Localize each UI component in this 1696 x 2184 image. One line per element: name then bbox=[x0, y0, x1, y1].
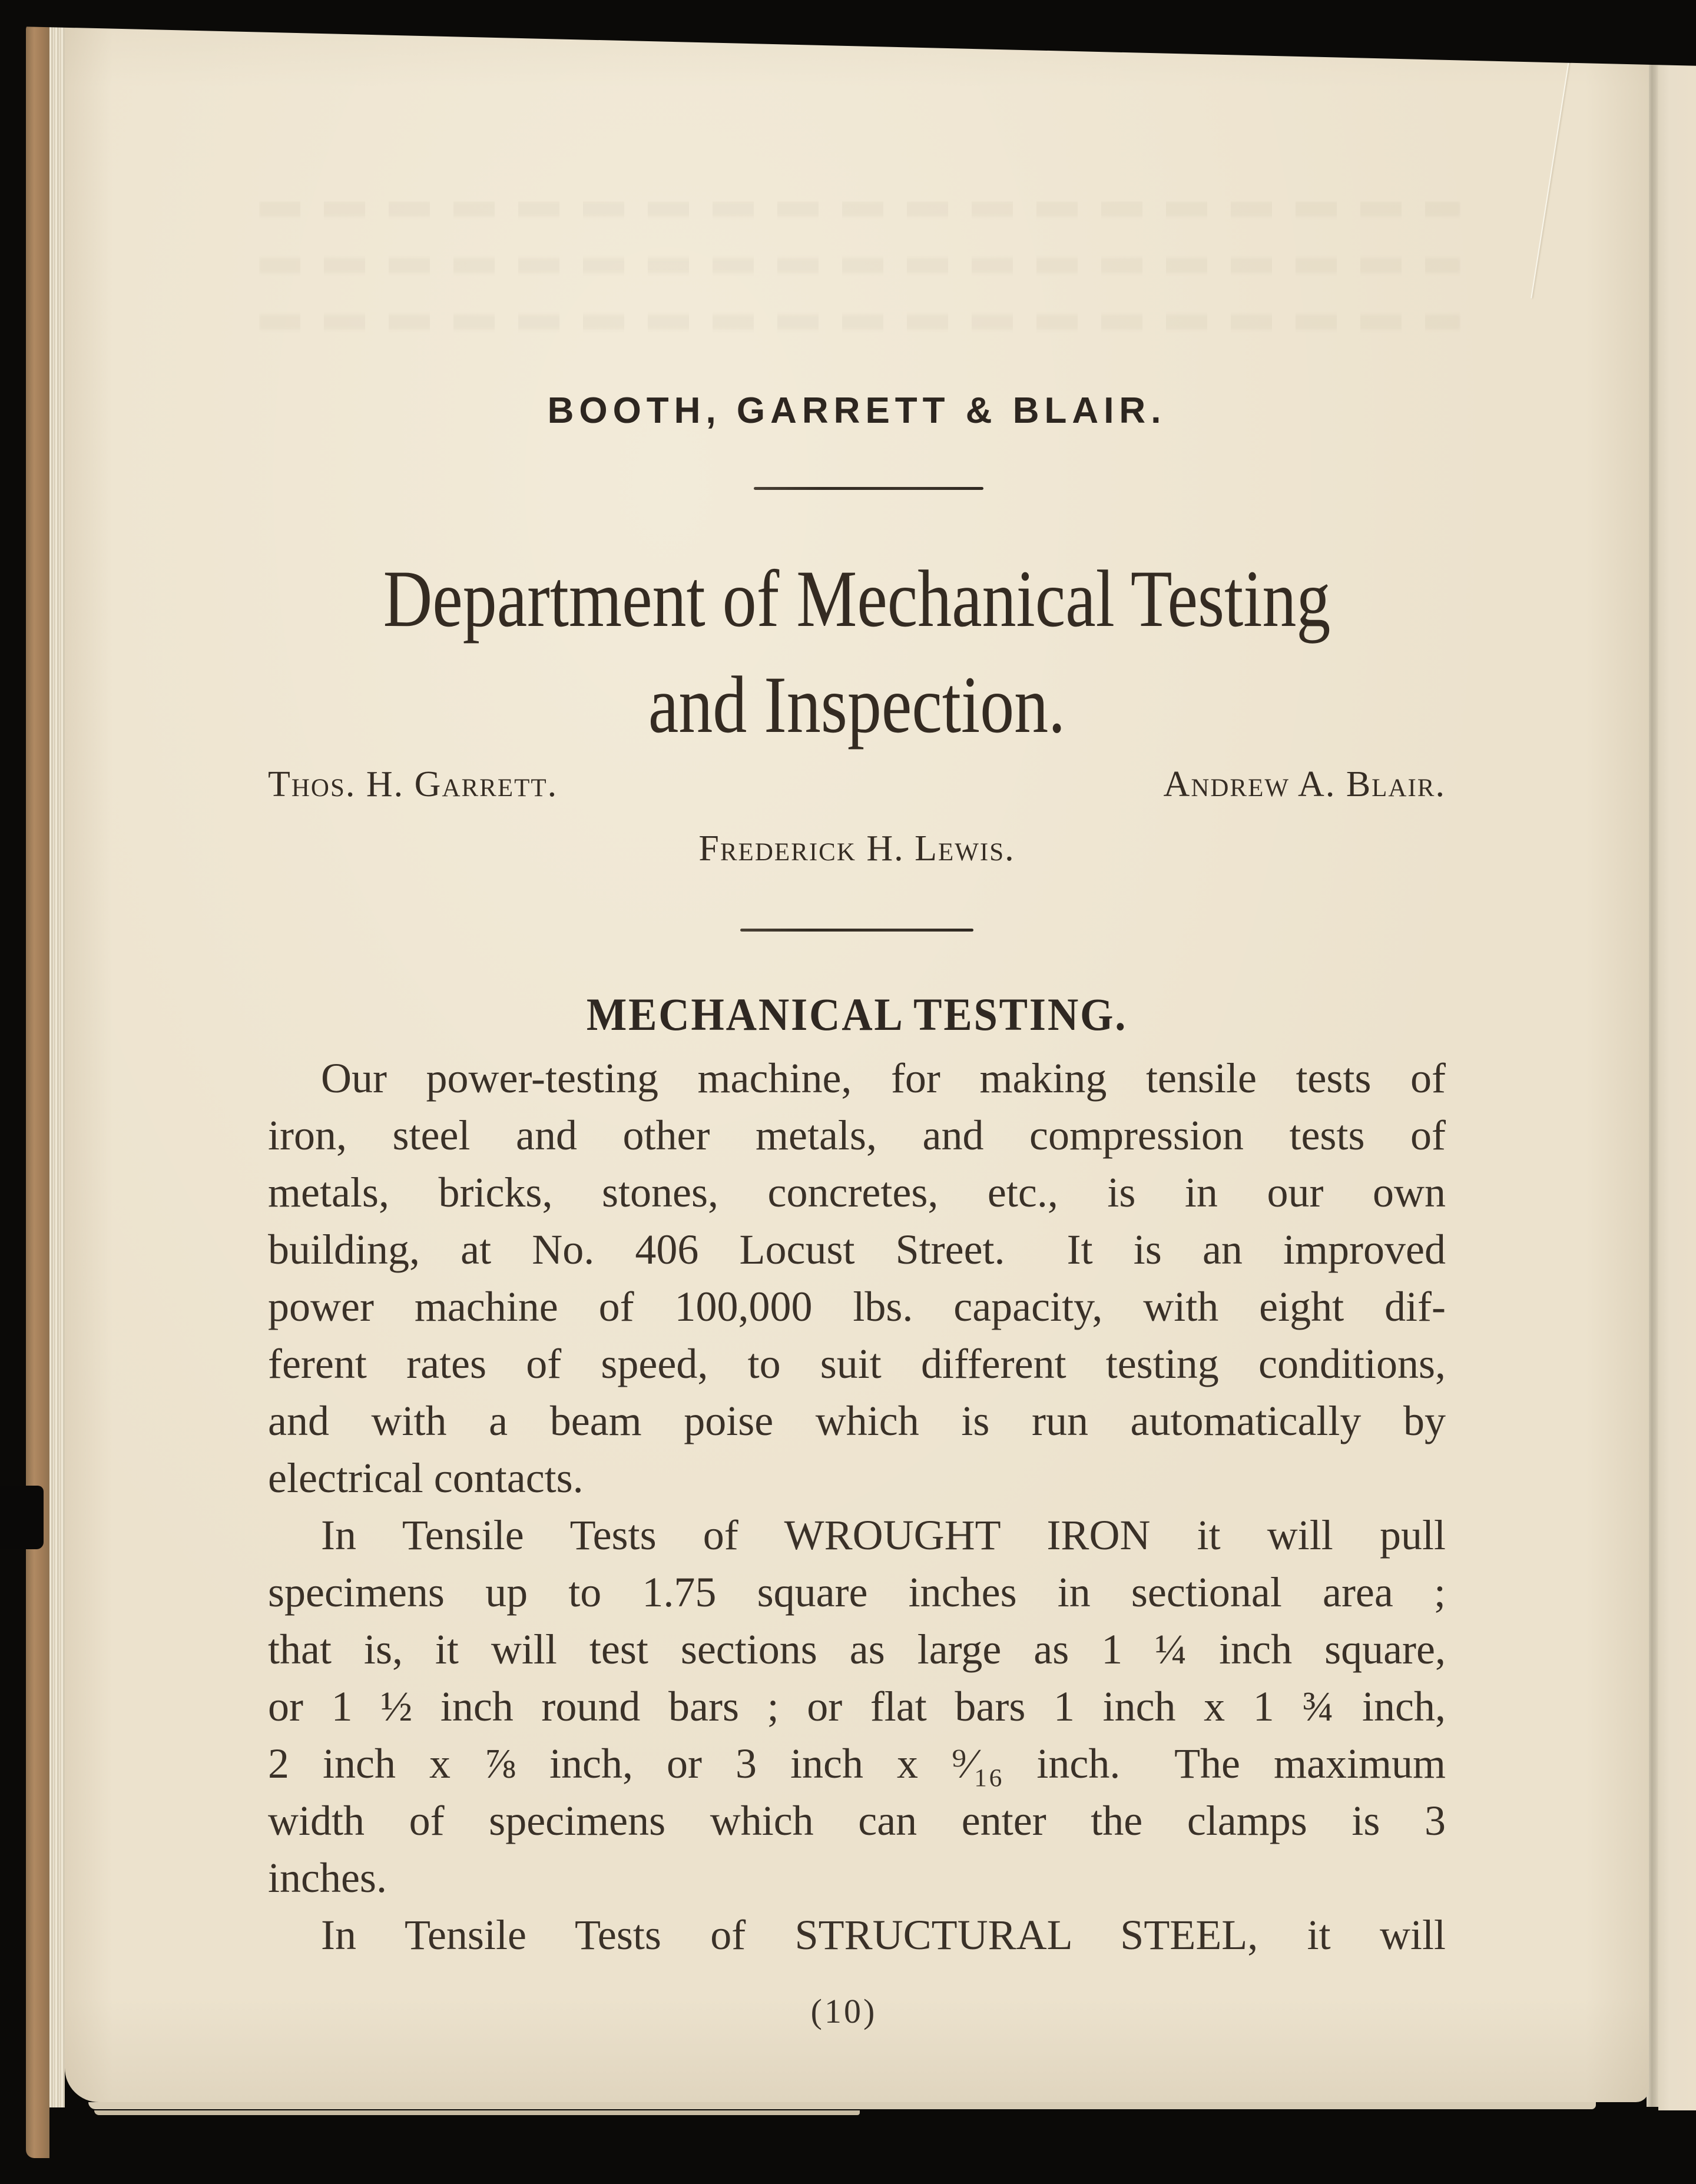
body-line: electrical contacts. bbox=[268, 1454, 584, 1502]
page-title bbox=[191, 546, 1522, 758]
book-fore-edge bbox=[26, 24, 49, 2158]
page-number: (10) bbox=[810, 1992, 877, 2030]
body-line: width of specimens which can enter the clamps is 3 bbox=[268, 1797, 1446, 1844]
section-heading: MECHANICAL TESTING. bbox=[586, 989, 1128, 1040]
ink-show-through bbox=[259, 201, 1460, 354]
body-line: that is, it will test sections as large as 1 ¼ inch square, bbox=[268, 1626, 1446, 1673]
body-line: ferent rates of speed, to suit different testing conditions, bbox=[268, 1340, 1446, 1387]
body-line: 2 inch x ⅞ inch, or 3 inch x ⁹⁄₁₆ inch. The maximum bbox=[268, 1740, 1446, 1787]
body-line: iron, steel and other metals, and compression tests of bbox=[268, 1112, 1446, 1159]
body-line: power machine of 100,000 lbs. capacity, with eight dif- bbox=[268, 1283, 1446, 1330]
body-line: In Tensile Tests of WROUGHT IRON it will pull bbox=[321, 1512, 1446, 1559]
paper-crease bbox=[1531, 42, 1572, 299]
next-page-sliver bbox=[1658, 35, 1696, 2110]
under-page-edge bbox=[94, 2110, 860, 2115]
body-line: and with a beam poise which is run automatically by bbox=[268, 1397, 1446, 1444]
body-line: or 1 ½ inch round bars ; or flat bars 1 inch x 1 ¾ inch, bbox=[268, 1683, 1446, 1730]
body-line: Our power-testing machine, for making tensile tests of bbox=[321, 1055, 1446, 1102]
partner-names-row bbox=[268, 764, 1446, 806]
stacked-page-edges bbox=[49, 26, 65, 2107]
divider-rule bbox=[754, 487, 983, 490]
under-page-edge bbox=[88, 2102, 1596, 2109]
partner-name-right: Andrew A. Blair. bbox=[1163, 764, 1446, 804]
body-line: building, at No. 406 Locust Street. It is an improved bbox=[268, 1226, 1446, 1273]
publisher-name: BOOTH, GARRETT & BLAIR. bbox=[547, 390, 1167, 431]
body-text bbox=[268, 1050, 1446, 1964]
body-line: metals, bricks, stones, concretes, etc., is in our own bbox=[268, 1169, 1446, 1216]
partner-name-center: Frederick H. Lewis. bbox=[698, 828, 1015, 869]
divider-rule bbox=[740, 929, 973, 932]
black-bookmark-tab bbox=[0, 1486, 44, 1549]
document-page bbox=[65, 25, 1649, 2102]
partner-name-left: Thos. H. Garrett. bbox=[268, 764, 558, 804]
page-title-line-2: and Inspection. bbox=[648, 659, 1066, 750]
body-line: In Tensile Tests of STRUCTURAL STEEL, it will bbox=[321, 1911, 1446, 1958]
body-line: inches. bbox=[268, 1854, 387, 1901]
body-line: specimens up to 1.75 square inches in sectional area ; bbox=[268, 1569, 1446, 1616]
page-title-line-1: Department of Mechanical Testing bbox=[383, 554, 1331, 644]
